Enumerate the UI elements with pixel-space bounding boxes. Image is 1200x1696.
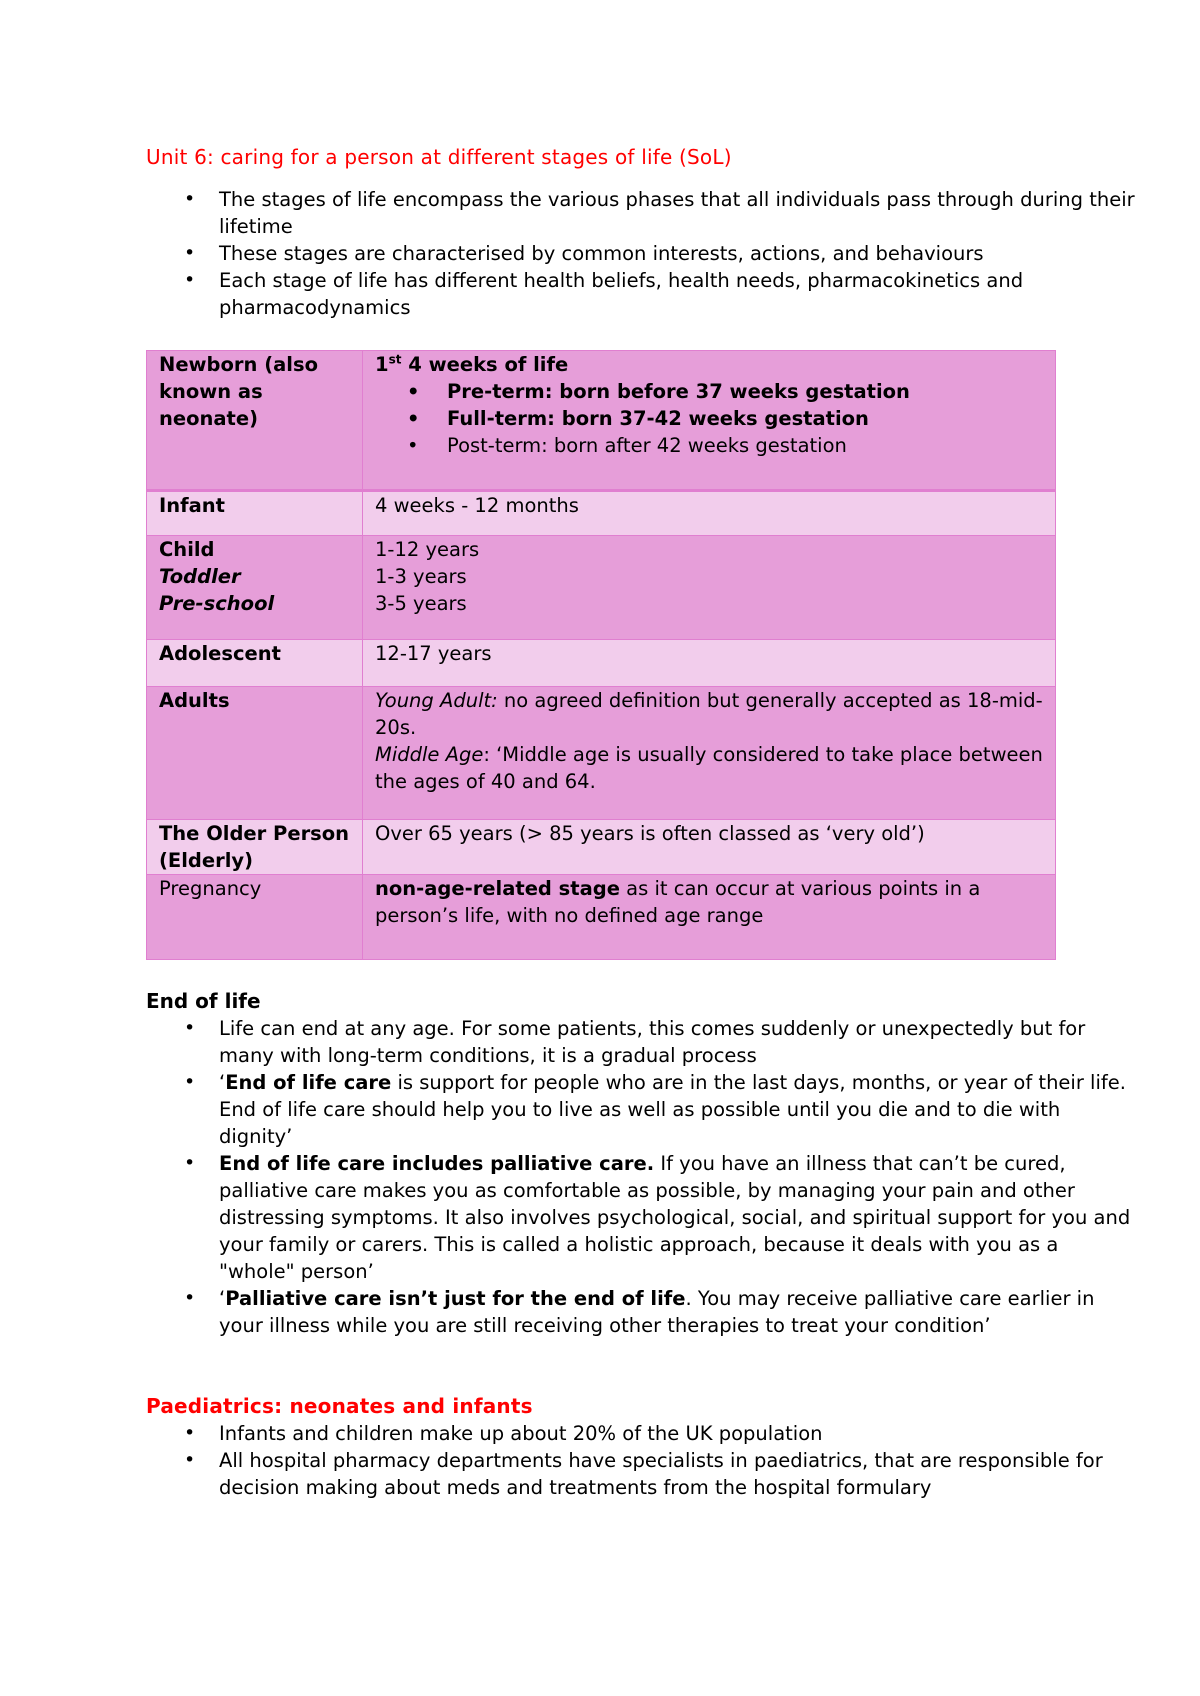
- quote-mark: ‘: [219, 1287, 226, 1310]
- table-cell: [147, 820, 363, 875]
- table-row: [147, 640, 1056, 687]
- list-item: • Life can end at any age. For some patients, this comes suddenly or unexpectedly but for many with long-term conditions, it is a gradual process: [146, 1015, 1136, 1069]
- infant-label: Infant: [159, 494, 225, 517]
- table-cell: [363, 351, 1056, 491]
- table-cell: [363, 536, 1056, 640]
- newborn-list: [375, 378, 1043, 459]
- young-adult-text: [375, 687, 1043, 741]
- stages-of-life-table: [146, 350, 1056, 960]
- table-row: [147, 875, 1056, 960]
- table-row: [147, 536, 1056, 640]
- table-row: [147, 491, 1056, 536]
- list-item: • Pre-term: born before 37 weeks gestation: [375, 378, 1043, 405]
- table-cell: Over 65 years (> 85 years is often classed as ‘very old’): [363, 820, 1056, 875]
- end-of-life-list: [146, 1015, 1136, 1339]
- table-cell: [147, 351, 363, 491]
- newborn-heading-sup: st: [388, 352, 402, 367]
- paediatrics-list: [146, 1420, 1136, 1501]
- table-cell: [147, 640, 363, 687]
- child-value: 1-12 years: [375, 538, 480, 561]
- table-cell: 4 weeks - 12 months: [363, 491, 1056, 536]
- preschool-label: Pre-school: [159, 592, 275, 615]
- palliative-not-just-end-text: . You may receive palliative care earlier in your illness while you are still receiving other therapies to treat your condition’: [219, 1287, 1095, 1337]
- list-item: • Full-term: born 37-42 weeks gestation: [375, 405, 1043, 432]
- list-item: • Post-term: born after 42 weeks gestation: [375, 432, 1043, 459]
- middle-age-label: Middle Age: [375, 743, 484, 766]
- table-cell: [147, 687, 363, 820]
- list-item: [146, 1069, 1136, 1150]
- pregnancy-label: Pregnancy: [159, 877, 262, 900]
- toddler-label: Toddler: [159, 565, 241, 588]
- table-cell: [147, 875, 363, 960]
- list-item: • The stages of life encompass the various phases that all individuals pass through during their lifetime: [146, 186, 1136, 240]
- preschool-value: 3-5 years: [375, 592, 467, 615]
- palliative-not-just-end-bold: Palliative care isn’t just for the end of life: [225, 1287, 686, 1310]
- newborn-label: Newborn (also known as neonate): [159, 353, 318, 430]
- pregnancy-bold-text: non-age-related stage: [375, 877, 620, 900]
- table-cell: 12-17 years: [363, 640, 1056, 687]
- end-of-life-heading: End of life: [146, 989, 261, 1013]
- child-label: Child: [159, 538, 215, 561]
- table-cell: [147, 491, 363, 536]
- paediatrics-heading: Paediatrics: neonates and infants: [146, 1394, 533, 1418]
- list-item: • All hospital pharmacy departments have specialists in paediatrics, that are responsible for decision making about meds and treatments from the hospital formulary: [146, 1447, 1136, 1501]
- intro-bullet-list: [146, 186, 1146, 321]
- quote-mark: ‘: [219, 1071, 226, 1094]
- young-adult-definition: no agreed definition but generally accepted as 18-mid-20s.: [375, 689, 1043, 739]
- table-row: [147, 820, 1056, 875]
- palliative-care-bold: End of life care includes palliative care.: [219, 1152, 655, 1175]
- end-of-life-care-text: is support for people who are in the last days, months, or year of their life. End of life care should help you to live as well as possible until you die and to die with dignity’: [219, 1071, 1126, 1148]
- newborn-heading-prefix: 1: [375, 353, 389, 376]
- table-cell: [363, 687, 1056, 820]
- adolescent-label: Adolescent: [159, 642, 281, 665]
- list-item: [146, 1285, 1136, 1339]
- newborn-heading: [375, 351, 1043, 378]
- young-adult-label: Young Adult:: [375, 689, 498, 712]
- table-cell: [363, 875, 1056, 960]
- table-row: [147, 351, 1056, 491]
- paediatrics-section: [146, 1393, 1136, 1501]
- palliative-care-text: If you have an illness that can’t be cured, palliative care makes you as comfortable as possible, by managing your pain and other distressing symptoms. It also involves psychological, social, and spiritual support for you and your family or carers. This is called a holistic approach, because it deals with you as a "whole" person’: [219, 1152, 1131, 1283]
- middle-age-text: [375, 741, 1043, 795]
- pregnancy-text: as it can occur at various points in a person’s life, with no defined age range: [375, 877, 981, 927]
- unit-heading: Unit 6: caring for a person at different stages of life (SoL): [146, 145, 732, 169]
- table-row: [147, 687, 1056, 820]
- older-person-label: The Older Person (Elderly): [159, 822, 350, 872]
- end-of-life-section: [146, 988, 1136, 1339]
- list-item: • These stages are characterised by common interests, actions, and behaviours: [146, 240, 1136, 267]
- list-item: • Infants and children make up about 20% of the UK population: [146, 1420, 1136, 1447]
- table-cell: [147, 536, 363, 640]
- list-item: [146, 1150, 1136, 1285]
- toddler-value: 1-3 years: [375, 565, 467, 588]
- end-of-life-care-bold: End of life care: [225, 1071, 392, 1094]
- adults-label: Adults: [159, 689, 230, 712]
- middle-age-definition: : ‘Middle age is usually considered to take place between the ages of 40 and 64.: [375, 743, 1043, 793]
- newborn-heading-rest: 4 weeks of life: [401, 353, 569, 376]
- list-item: • Each stage of life has different health beliefs, health needs, pharmacokinetics and pharmacodynamics: [146, 267, 1136, 321]
